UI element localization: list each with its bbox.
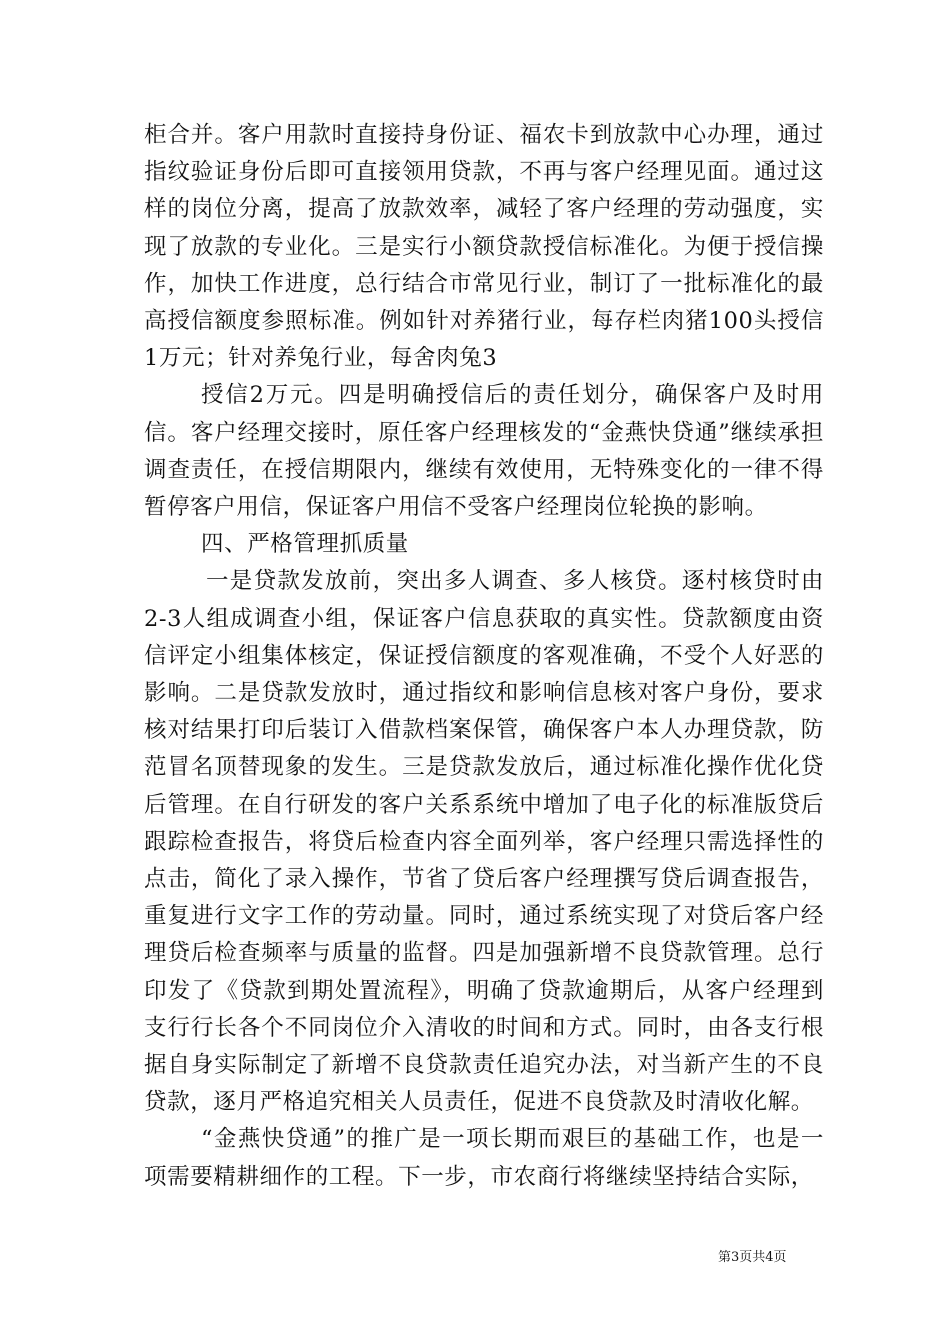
- paragraph-conclusion: “金燕快贷通”的推广是一项长期而艰巨的基础工作，也是一项需要精耕细作的工程。下一步，市农商行将继续坚持结合实际，: [144, 1126, 824, 1190]
- paragraph-quality-management: 一是贷款发放前，突出多人调查、多人核贷。逐村核贷时由2-3人组成调查小组，保证客户信息获取的真实性。贷款额度由资信评定小组集体核定，保证授信额度的客观准确，不受个人好恶的影响。二是贷款发放时，通过指纹和影响信息核对客户身份，要求核对结果打印后装订入借款档案保管，确保客户本人办理贷款，防范冒名顶替现象的发生。三是贷款发放后，通过标准化操作优化贷后管理。在自行研发的客户关系系统中增加了电子化的标准版贷后跟踪检查报告，将贷后检查内容全面列举，客户经理只需选择性的点击，简化了录入操作，节省了贷后客户经理撰写贷后调查报告，重复进行文字工作的劳动量。同时，通过系统实现了对贷后客户经理贷后检查频率与质量的监督。四是加强新增不良贷款管理。总行印发了《贷款到期处置流程》，明确了贷款逾期后，从客户经理到支行行长各个不同岗位介入清收的时间和方式。同时，由各支行根据自身实际制定了新增不良贷款责任追究办法，对当新产生的不良贷款，逐月严格追究相关人员责任，促进不良贷款及时清收化解。: [144, 568, 824, 1116]
- section-heading: 四、严格管理抓质量: [201, 531, 409, 558]
- document-body: [144, 117, 824, 1196]
- page-number: 第3页共4页: [718, 1250, 787, 1265]
- paragraph-credit-responsibility: 授信2万元。四是明确授信后的责任划分，确保客户及时用信。客户经理交接时，原任客户经理核发的“金燕快贷通”继续承担调查责任，在授信期限内，继续有效使用，无特殊变化的一律不得暂停客户用信，保证客户用信不受客户经理岗位轮换的影响。: [144, 382, 824, 521]
- paragraph-continuation: 柜合并。客户用款时直接持身份证、福农卡到放款中心办理，通过指纹验证身份后即可直接领用贷款，不再与客户经理见面。通过这样的岗位分离，提高了放款效率，减轻了客户经理的劳动强度，实现了放款的专业化。三是实行小额贷款授信标准化。为便于授信操作，加快工作进度，总行结合市常见行业，制订了一批标准化的最高授信额度参照标准。例如针对养猪行业，每存栏肉猪100头授信1万元；针对养兔行业，每舍肉兔3: [144, 122, 824, 372]
